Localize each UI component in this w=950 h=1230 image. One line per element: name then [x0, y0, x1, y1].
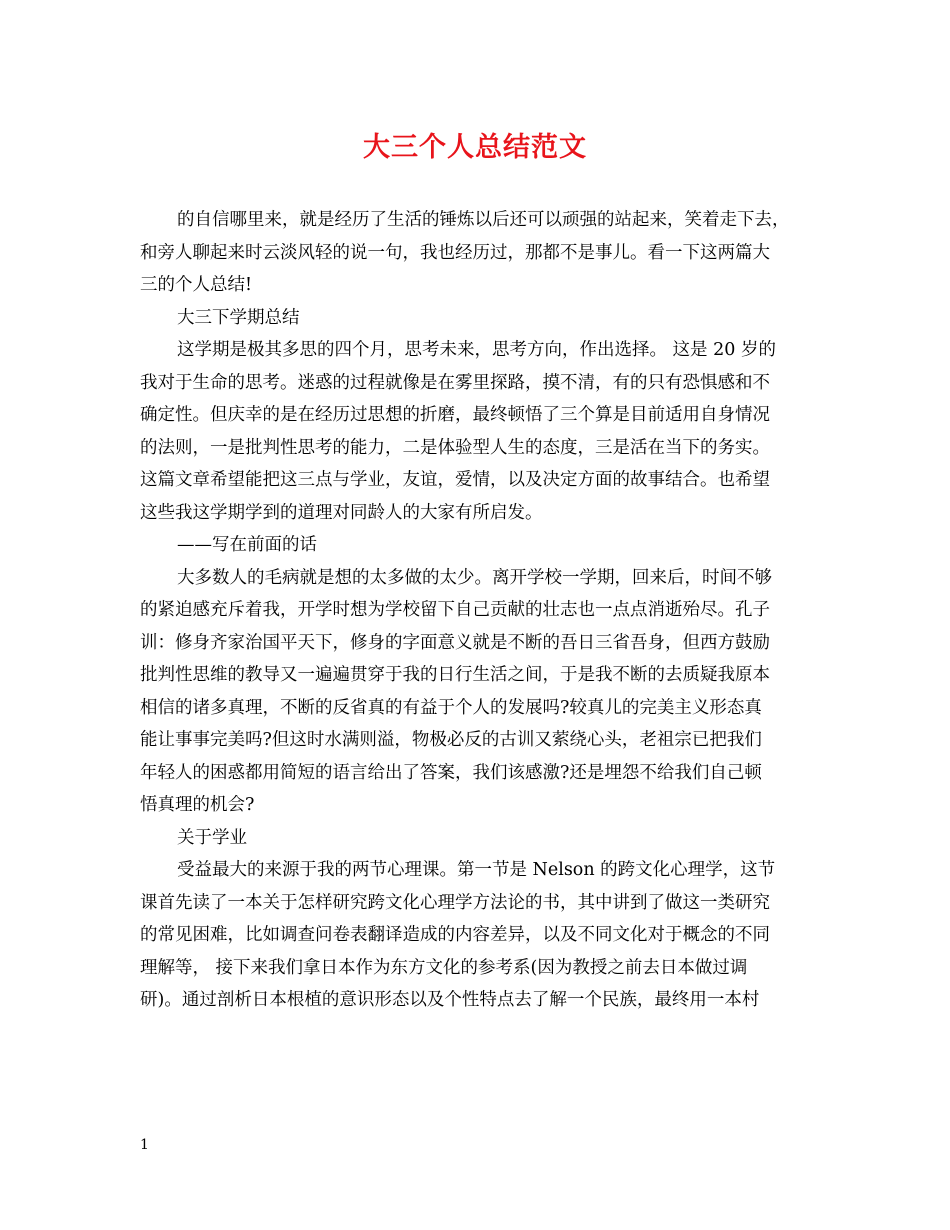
body-line: 这些我这学期学到的道理对同龄人的大家有所启发。 — [140, 502, 543, 523]
body-line: 悟真理的机会? — [140, 795, 255, 815]
body-line: 年轻人的困惑都用简短的语言给出了答案，我们该感激?还是埋怨不给我们自己顿 — [140, 762, 762, 783]
preface-caption: ——写在前面的话 — [177, 535, 317, 555]
body-line: 能让事事完美吗?但这时水满则溢，物极必反的古训又萦绕心头，老祖宗已把我们 — [140, 730, 762, 750]
body-line: 研)。通过剖析日本根植的意识形态以及个性特点去了解一个民族，最终用一本村 — [140, 990, 760, 1010]
body-line: 我对于生命的思考。迷惑的过程就像是在雾里探路，摸不清，有的只有恐惧感和不 — [140, 372, 770, 393]
body-line: 和旁人聊起来时云淡风轻的说一句，我也经历过，那都不是事儿。看一下这两篇大 — [140, 242, 770, 263]
body-line: 的法则，一是批判性思考的能力，二是体验型人生的态度，三是活在当下的务实。 — [140, 437, 770, 458]
body-line: 三的个人总结! — [140, 275, 253, 295]
body-line: 受益最大的来源于我的两节心理课。第一节是 Nelson 的跨文化心理学，这节 — [177, 860, 776, 880]
body-line: 理解等， 接下来我们拿日本作为东方文化的参考系(因为教授之前去日本做过调 — [140, 957, 748, 978]
body-line: 批判性思维的教导又一遍遍贯穿于我的日行生活之间，于是我不断的去质疑我原本 — [140, 665, 770, 685]
body-line: 的常见困难，比如调查问卷表翻译造成的内容差异，以及不同文化对于概念的不同 — [140, 925, 770, 945]
body-line: 大多数人的毛病就是想的太多做的太少。离开学校一学期，回来后，时间不够 — [177, 567, 772, 588]
body-line: 课首先读了一本关于怎样研究跨文化心理学方法论的书，其中讲到了做这一类研究 — [140, 892, 770, 913]
document-title: 大三个人总结范文 — [363, 132, 587, 163]
page-number: 1 — [140, 1137, 149, 1153]
document-body — [140, 204, 816, 1017]
body-line: 的自信哪里来，就是经历了生活的锤炼以后还可以顽强的站起来，笑着走下去， — [177, 210, 790, 230]
body-line: 这学期是极其多思的四个月，思考未来，思考方向，作出选择。 这是 20 岁的 — [177, 340, 776, 360]
body-line: 确定性。但庆幸的是在经历过思想的折磨，最终顿悟了三个算是目前适用自身情况 — [140, 405, 770, 425]
body-line: 相信的诸多真理，不断的反省真的有益于个人的发展吗?较真儿的完美主义形态真 — [140, 697, 762, 718]
body-line: 这篇文章希望能把这三点与学业，友谊，爱情，以及决定方面的故事结合。也希望 — [140, 470, 770, 490]
section-heading: 大三下学期总结 — [177, 307, 300, 328]
section-heading: 关于学业 — [177, 827, 247, 848]
body-line: 的紧迫感充斥着我，开学时想为学校留下自己贡献的壮志也一点点消逝殆尽。孔子 — [140, 600, 770, 620]
body-line: 训：修身齐家治国平天下，修身的字面意义就是不断的吾日三省吾身，但西方鼓励 — [140, 632, 770, 653]
